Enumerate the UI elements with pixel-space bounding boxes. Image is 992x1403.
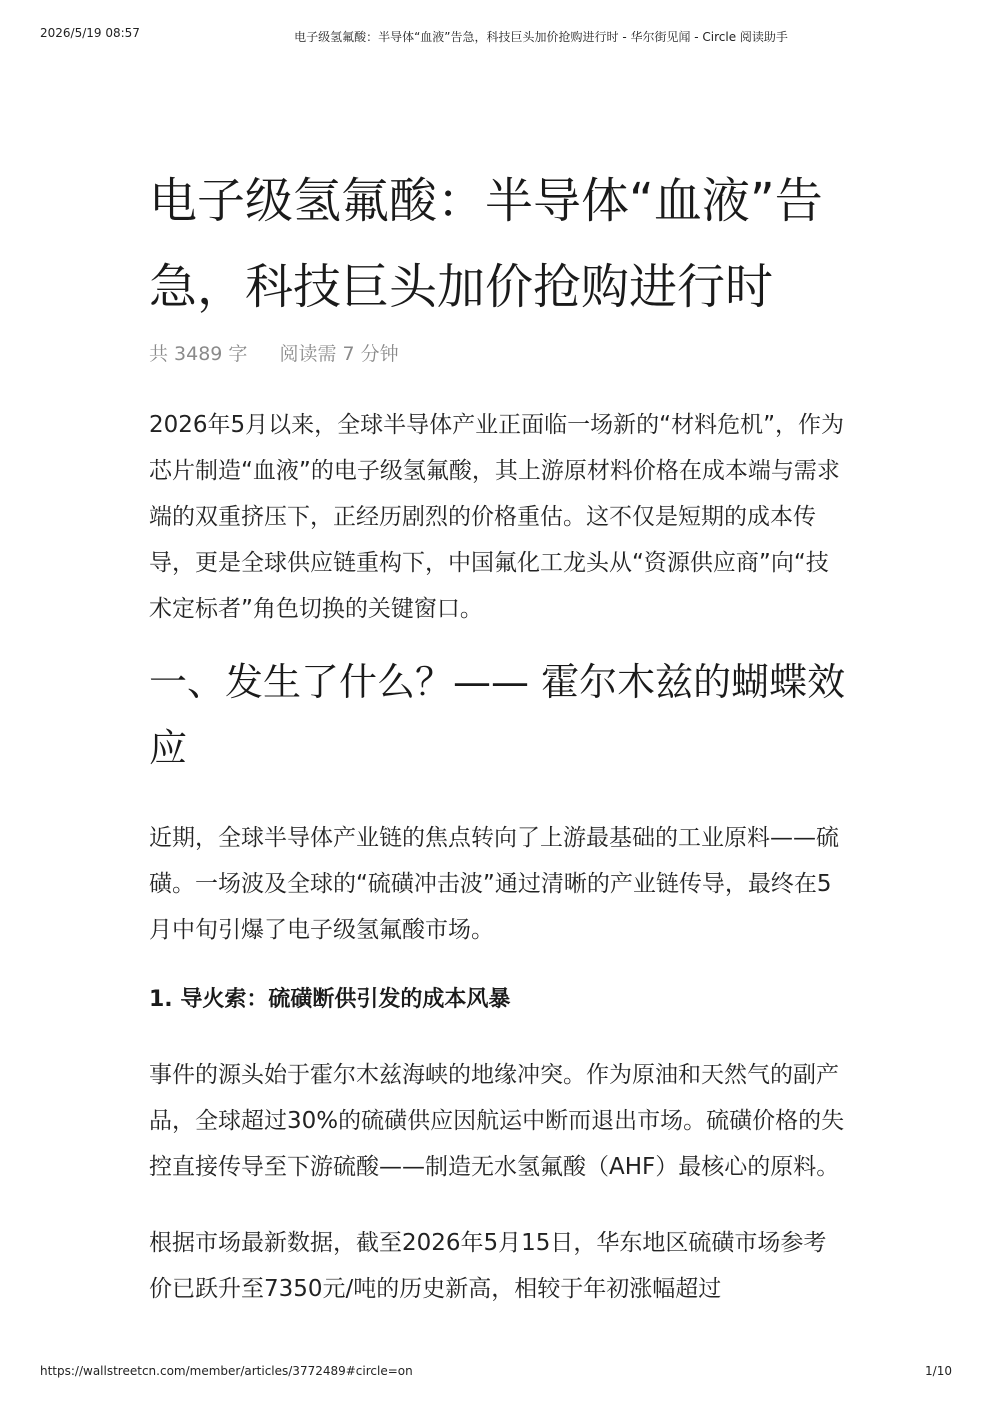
section-paragraph: 近期，全球半导体产业链的焦点转向了上游最基础的工业原料——硫磺。一场波及全球的“硫磺冲击波”通过清晰的产业链传导，最终在5月中旬引爆了电子级氢氟酸市场。 [149, 825, 839, 943]
intro-paragraph: 2026年5月以来，全球半导体产业正面临一场新的“材料危机”，作为芯片制造“血液”的电子级氢氟酸，其上游原材料价格在成本端与需求端的双重挤压下，正经历剧烈的价格重估。这不仅是短期的成本传导，更是全球供应链重构下，中国氟化工龙头从“资源供应商”向“技术定标者”角色切换的关键窗口。 [149, 412, 844, 622]
print-document-title: 电子级氢氟酸：半导体“血液”告急，科技巨头加价抢购进行时 - 华尔街见闻 - Circle 阅读助手 [294, 30, 788, 44]
print-header [40, 26, 952, 44]
page-number: 1/10 [925, 1364, 952, 1378]
article-meta [149, 340, 849, 368]
read-time: 阅读需 7 分钟 [279, 343, 399, 365]
print-url[interactable]: https://wallstreetcn.com/member/articles/3772489#circle=on [40, 1364, 413, 1378]
word-count: 共 3489 字 [149, 343, 248, 365]
subsection-paragraph-1: 事件的源头始于霍尔木兹海峡的地缘冲突。作为原油和天然气的副产品，全球超过30%的硫磺供应因航运中断而退出市场。硫磺价格的失控直接传导至下游硫酸——制造无水氢氟酸（AHF）最核心的原料。 [149, 1062, 845, 1180]
section-heading: 一、发生了什么？—— 霍尔木兹的蝴蝶效应 [149, 660, 846, 770]
article [149, 158, 849, 1312]
article-title: 电子级氢氟酸：半导体“血液”告急，科技巨头加价抢购进行时 [149, 173, 823, 315]
subsection-paragraph-2: 根据市场最新数据，截至2026年5月15日，华东地区硫磺市场参考价已跃升至7350元/吨的历史新高，相较于年初涨幅超过 [149, 1230, 827, 1302]
print-timestamp: 2026/5/19 08:57 [40, 26, 140, 40]
subsection-heading: 1. 导火索：硫磺断供引发的成本风暴 [149, 987, 511, 1012]
